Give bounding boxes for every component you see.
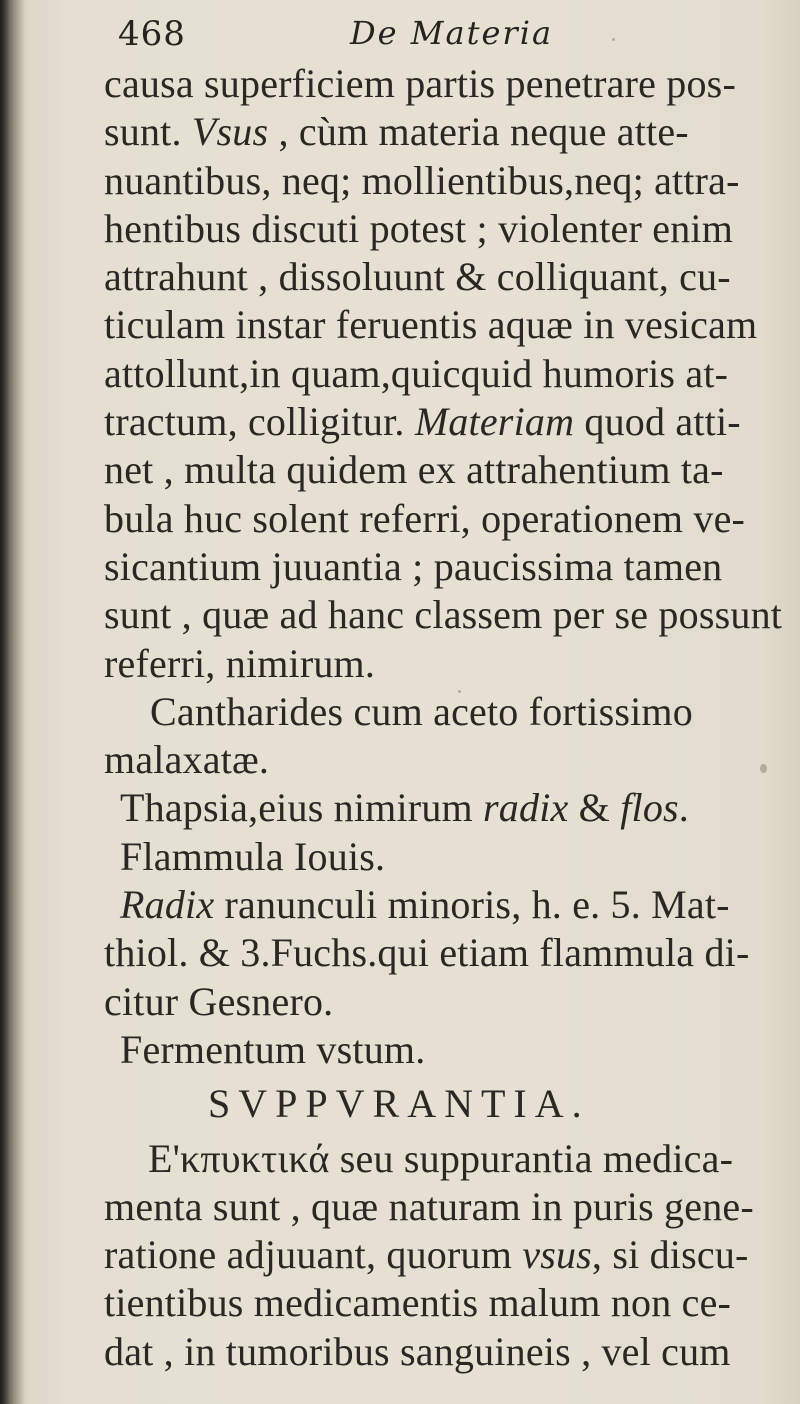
- text-line: ratione adjuuant, quorum vsus, si discu-: [104, 1232, 749, 1278]
- text-line: tractum, colligitur. Materiam quod atti-: [104, 399, 741, 445]
- page-number: 468: [118, 14, 186, 54]
- text-line: malaxatæ.: [104, 737, 270, 783]
- text-line: attrahunt , dissoluunt & colliquant, cu-: [104, 254, 731, 300]
- body-text: [104, 60, 794, 1376]
- text-line: ticulam instar feruentis aquæ in vesicam: [104, 302, 758, 348]
- text-line: tientibus medicamentis malum non ce-: [104, 1280, 732, 1326]
- text-line: thiol. & 3.Fuchs.qui etiam flammula di-: [104, 930, 750, 976]
- text-line: net , multa quidem ex attrahentium ta-: [104, 447, 724, 493]
- list-item-radix: Radix ranunculi minoris, h. e. 5. Mat-: [120, 882, 730, 928]
- running-head: De Materia: [350, 14, 554, 52]
- text-line: referri, nimirum.: [104, 640, 376, 686]
- text-line: sunt , quæ ad hanc classem per se possunt: [104, 592, 783, 638]
- list-item-cantharides: Cantharides cum aceto fortissimo: [150, 688, 693, 734]
- binding-gutter-shadow: [0, 0, 24, 1404]
- text-line: citur Gesnero.: [104, 978, 334, 1024]
- text-line: sicantium juuantia ; paucissima tamen: [104, 543, 723, 589]
- page-header: [118, 14, 758, 60]
- text-line: E'κπυκτικά seu suppurantia medica-: [148, 1135, 734, 1181]
- list-item-fermentum: Fermentum vstum.: [120, 1026, 426, 1072]
- text-line: sunt. Vsus , cùm materia neque atte-: [104, 109, 689, 155]
- list-item-thapsia: Thapsia,eius nimirum radix & flos.: [120, 785, 689, 831]
- text-line: dat , in tumoribus sanguineis , vel cum: [104, 1328, 731, 1374]
- text-line: menta sunt , quæ naturam in puris gene-: [104, 1183, 754, 1229]
- text-line: causa superficiem partis penetrare pos-: [104, 61, 736, 106]
- text-line: nuantibus, neq; mollientibus,neq; attra-: [104, 157, 740, 203]
- text-line: bula huc solent referri, operationem ve-: [104, 495, 746, 541]
- list-item-flammula: Flammula Iouis.: [120, 833, 386, 879]
- text-line: attollunt,in quam,quicquid humoris at-: [104, 350, 729, 396]
- text-line: hentibus discuti potest ; violenter enim: [104, 205, 734, 251]
- section-heading: SVPPVRANTIA.: [208, 1081, 590, 1127]
